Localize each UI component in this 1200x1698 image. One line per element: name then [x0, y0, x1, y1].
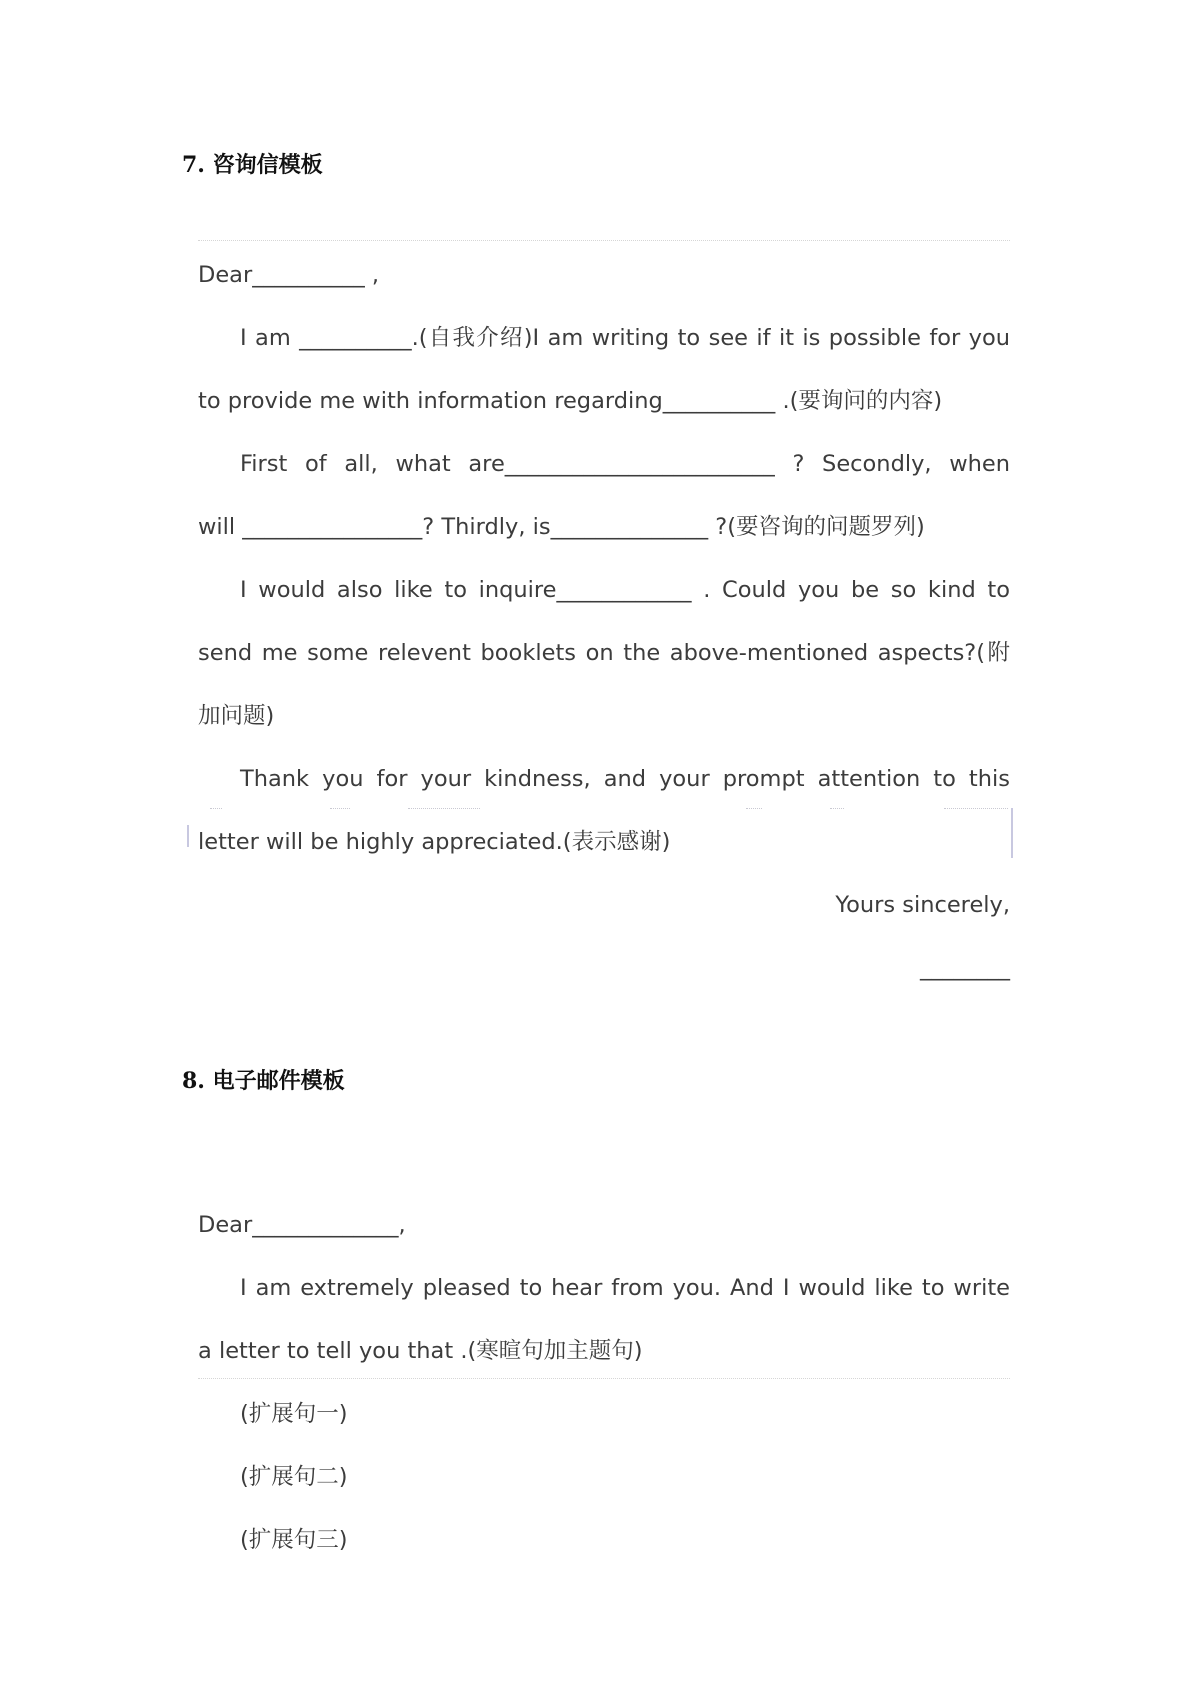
letter-paragraph-line: I would also like to inquire____________ . Could you be so kind to	[240, 577, 1010, 603]
scan-artifact	[944, 808, 1008, 809]
email-salutation: Dear_____________,	[198, 1212, 406, 1238]
letter-paragraph-line: I am __________.(自我介绍)I am writing to see if it is possible for you	[240, 325, 1010, 351]
letter-paragraph-line: Thank you for your kindness, and your prompt attention to this	[240, 766, 1010, 792]
letter-paragraph-line: First of all, what are________________________ ? Secondly, when	[240, 451, 1010, 477]
scan-artifact	[746, 808, 762, 809]
email-extension-sentence: (扩展句三)	[240, 1527, 348, 1553]
section-divider	[198, 240, 1010, 241]
email-extension-sentence: (扩展句二)	[240, 1464, 348, 1490]
scan-artifact	[330, 808, 350, 809]
section-7-heading: 7. 咨询信模板	[182, 152, 323, 178]
letter-paragraph-line: 加问题)	[198, 703, 275, 729]
letter-paragraph-line: letter will be highly appreciated.(表示感谢)	[198, 829, 671, 855]
scan-artifact	[408, 808, 480, 809]
scan-artifact	[187, 825, 189, 847]
letter-paragraph-line: to provide me with information regarding__________ .(要询问的内容)	[198, 388, 943, 414]
letter-signature-blank: ________	[920, 955, 1010, 981]
email-paragraph-line: a letter to tell you that .(寒暄句加主题句)	[198, 1338, 643, 1364]
section-8-heading: 8. 电子邮件模板	[182, 1068, 345, 1094]
letter-paragraph-line: will ________________? Thirdly, is______________ ?(要咨询的问题罗列)	[198, 514, 925, 540]
section-divider	[198, 1378, 1010, 1379]
scan-artifact	[830, 808, 844, 809]
email-paragraph-line: I am extremely pleased to hear from you. And I would like to write	[240, 1275, 1010, 1301]
letter-salutation: Dear__________ ,	[198, 262, 380, 288]
scan-artifact	[210, 808, 222, 809]
letter-paragraph-line: send me some relevent booklets on the above-mentioned aspects?(附	[198, 640, 1010, 666]
email-extension-sentence: (扩展句一)	[240, 1401, 348, 1427]
scan-artifact	[1011, 808, 1013, 858]
letter-closing: Yours sincerely,	[835, 892, 1010, 918]
